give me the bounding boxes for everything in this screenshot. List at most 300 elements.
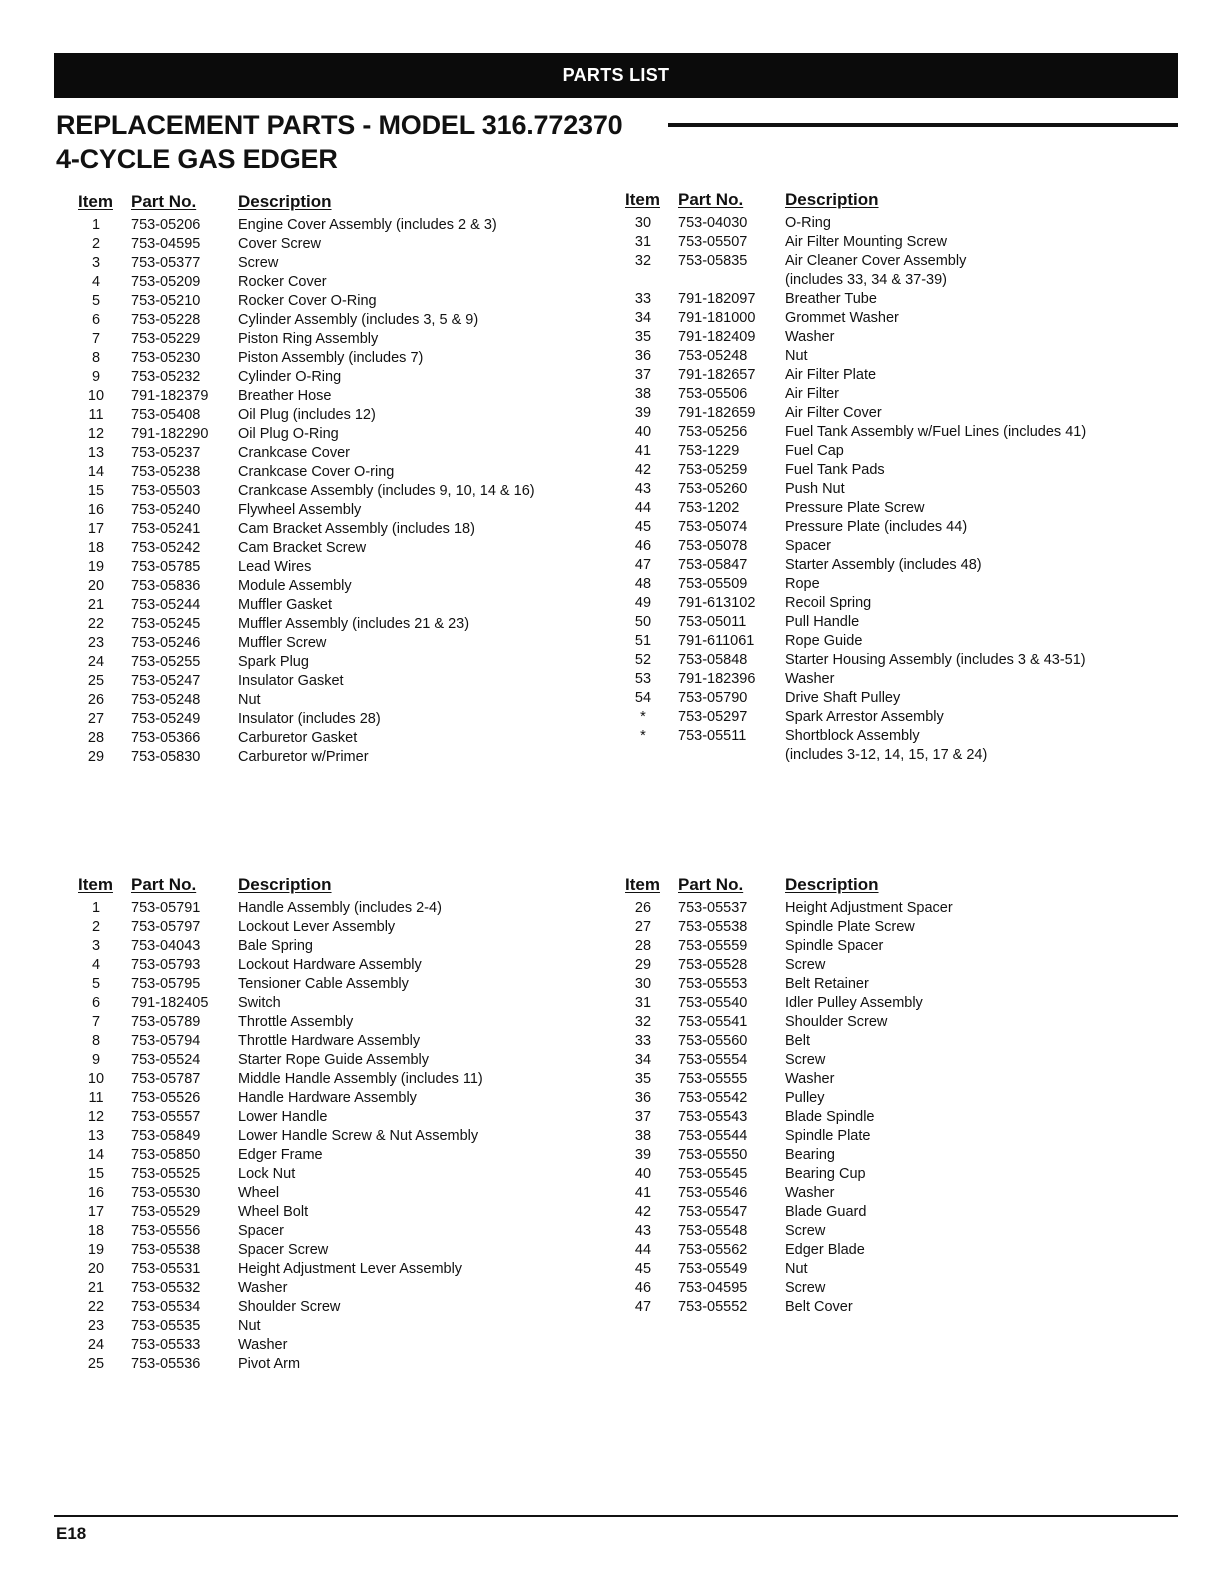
table-row — [74, 292, 594, 311]
table-row — [74, 539, 594, 558]
part-description: Air Filter Cover — [785, 405, 882, 421]
item-number: 32 — [634, 253, 652, 269]
item-number: 18 — [87, 1223, 105, 1239]
part-number: 753-05544 — [678, 1128, 748, 1144]
item-number: 38 — [634, 386, 652, 402]
section-banner: PARTS LIST — [54, 53, 1178, 98]
item-number: 26 — [634, 900, 652, 916]
part-number: 753-05078 — [678, 538, 748, 554]
table-row — [74, 615, 594, 634]
part-description: Idler Pulley Assembly — [785, 995, 923, 1011]
table-row — [74, 1241, 594, 1260]
part-description: Shoulder Screw — [785, 1014, 888, 1030]
table-row — [621, 1241, 1161, 1260]
part-description: Spacer — [785, 538, 831, 554]
part-number: 753-05246 — [131, 635, 201, 651]
part-number: 753-05787 — [131, 1071, 201, 1087]
part-number: 753-05550 — [678, 1147, 748, 1163]
item-number: 5 — [91, 976, 101, 992]
table-row — [74, 1108, 594, 1127]
part-description: Spacer — [238, 1223, 284, 1239]
item-number: 36 — [634, 1090, 652, 1106]
table-row — [74, 975, 594, 994]
part-description: Throttle Assembly — [238, 1014, 354, 1030]
item-number: 41 — [634, 443, 652, 459]
part-number: 753-05228 — [131, 312, 201, 328]
item-number: 36 — [634, 348, 652, 364]
item-number: 43 — [634, 1223, 652, 1239]
item-number: 5 — [91, 293, 101, 309]
part-description: Air Cleaner Cover Assembly — [785, 253, 967, 269]
part-number: 753-05074 — [678, 519, 748, 535]
part-description: Nut — [785, 348, 808, 364]
part-description: Breather Tube — [785, 291, 877, 307]
table-row — [74, 1184, 594, 1203]
part-number: 753-05562 — [678, 1242, 748, 1258]
item-number: 37 — [634, 367, 652, 383]
item-number: 51 — [634, 633, 652, 649]
table-row — [74, 1146, 594, 1165]
table-row — [621, 632, 1161, 651]
table-row — [74, 1203, 594, 1222]
part-description: Screw — [785, 1223, 826, 1239]
table-row — [621, 1298, 1161, 1317]
item-number: 45 — [634, 519, 652, 535]
table-row — [621, 708, 1161, 727]
part-description: Pulley — [785, 1090, 825, 1106]
part-description: Belt Cover — [785, 1299, 853, 1315]
item-number: 46 — [634, 538, 652, 554]
table-row — [621, 1089, 1161, 1108]
table-row — [74, 1279, 594, 1298]
item-number: 28 — [634, 938, 652, 954]
part-description: Flywheel Assembly — [238, 502, 362, 518]
item-number: 7 — [91, 1014, 101, 1030]
item-number: 37 — [634, 1109, 652, 1125]
part-number: 791-182659 — [678, 405, 756, 421]
header-description: Description — [238, 875, 332, 894]
part-number: 753-05555 — [678, 1071, 748, 1087]
part-number: 753-05849 — [131, 1128, 201, 1144]
table-row — [74, 254, 594, 273]
part-number: 753-05506 — [678, 386, 748, 402]
part-description: Bearing Cup — [785, 1166, 866, 1182]
part-description: Drive Shaft Pulley — [785, 690, 901, 706]
table-row — [621, 442, 1161, 461]
table-row — [74, 501, 594, 520]
part-number: 753-05830 — [131, 749, 201, 765]
part-number: 753-05232 — [131, 369, 201, 385]
table-row — [74, 558, 594, 577]
part-description: Fuel Tank Pads — [785, 462, 885, 478]
table-row — [621, 1222, 1161, 1241]
part-description: Crankcase Cover O-ring — [238, 464, 395, 480]
part-description: (includes 33, 34 & 37-39) — [785, 272, 948, 288]
part-number: 753-05557 — [131, 1109, 201, 1125]
header-description: Description — [238, 192, 332, 211]
item-number: 24 — [87, 654, 105, 670]
part-description: Blade Guard — [785, 1204, 867, 1220]
part-description: Rocker Cover — [238, 274, 327, 290]
table-row — [621, 1279, 1161, 1298]
item-number: 23 — [87, 635, 105, 651]
table-row — [621, 594, 1161, 613]
table-row — [74, 1165, 594, 1184]
part-number: 753-05528 — [678, 957, 748, 973]
part-description: Lower Handle — [238, 1109, 328, 1125]
part-description: Muffler Screw — [238, 635, 327, 651]
part-number: 753-05538 — [131, 1242, 201, 1258]
part-number: 753-05537 — [678, 900, 748, 916]
part-number: 753-05552 — [678, 1299, 748, 1315]
header-item: Item — [625, 875, 660, 894]
part-number: 753-05795 — [131, 976, 201, 992]
table-row — [74, 387, 594, 406]
table-row — [621, 1203, 1161, 1222]
table-row — [621, 1108, 1161, 1127]
part-number: 753-05835 — [678, 253, 748, 269]
part-description: Push Nut — [785, 481, 845, 497]
part-number: 753-1229 — [678, 443, 740, 459]
part-description: Cam Bracket Assembly (includes 18) — [238, 521, 475, 537]
part-description: Carburetor w/Primer — [238, 749, 369, 765]
part-description: Starter Housing Assembly (includes 3 & 43-51) — [785, 652, 1086, 668]
table-row — [621, 1127, 1161, 1146]
part-description: Lockout Hardware Assembly — [238, 957, 422, 973]
table-row — [74, 596, 594, 615]
part-number: 753-05408 — [131, 407, 201, 423]
part-description: Fuel Cap — [785, 443, 844, 459]
table-row — [74, 710, 594, 729]
table-row — [74, 311, 594, 330]
page-subtitle: 4-CYCLE GAS EDGER — [56, 144, 338, 174]
part-number: 753-05559 — [678, 938, 748, 954]
part-number: 753-05534 — [131, 1299, 201, 1315]
part-description: Lockout Lever Assembly — [238, 919, 396, 935]
table-row — [74, 899, 594, 918]
item-number: 4 — [91, 957, 101, 973]
part-description: Nut — [785, 1261, 808, 1277]
part-description: Wheel — [238, 1185, 280, 1201]
item-number: 10 — [87, 388, 105, 404]
part-description: Washer — [785, 1071, 835, 1087]
item-number: 42 — [634, 1204, 652, 1220]
part-description: Shoulder Screw — [238, 1299, 341, 1315]
part-description: Recoil Spring — [785, 595, 872, 611]
part-description: O-Ring — [785, 215, 831, 231]
item-number: 3 — [91, 938, 101, 954]
item-number: 35 — [634, 329, 652, 345]
item-number: 33 — [634, 1033, 652, 1049]
item-number: 42 — [634, 462, 652, 478]
table-row — [621, 1146, 1161, 1165]
part-number: 753-05237 — [131, 445, 201, 461]
part-number: 791-182097 — [678, 291, 756, 307]
part-description: Screw — [785, 1280, 826, 1296]
item-number: 40 — [634, 424, 652, 440]
part-number: 753-04043 — [131, 938, 201, 954]
item-number: 15 — [87, 483, 105, 499]
item-number: 32 — [634, 1014, 652, 1030]
table-row — [621, 366, 1161, 385]
part-description: Insulator Gasket — [238, 673, 344, 689]
part-description: Pressure Plate (includes 44) — [785, 519, 968, 535]
part-description: Rope — [785, 576, 820, 592]
page-title: REPLACEMENT PARTS - MODEL 316.772370 — [56, 110, 623, 140]
item-number: 19 — [87, 559, 105, 575]
part-description: Washer — [785, 1185, 835, 1201]
part-description: Crankcase Cover — [238, 445, 351, 461]
part-number: 753-05548 — [678, 1223, 748, 1239]
part-number: 753-05793 — [131, 957, 201, 973]
part-description: Air Filter Plate — [785, 367, 877, 383]
item-number: 25 — [87, 1356, 105, 1372]
part-number: 753-05556 — [131, 1223, 201, 1239]
table-row — [74, 1355, 594, 1374]
part-description: Edger Frame — [238, 1147, 323, 1163]
part-number: 753-04595 — [678, 1280, 748, 1296]
table-row — [621, 385, 1161, 404]
part-description: Cam Bracket Screw — [238, 540, 367, 556]
part-description: Pivot Arm — [238, 1356, 301, 1372]
part-number: 753-05526 — [131, 1090, 201, 1106]
item-number: 3 — [91, 255, 101, 271]
table-row — [621, 404, 1161, 423]
item-number: 22 — [87, 1299, 105, 1315]
item-number: 17 — [87, 1204, 105, 1220]
part-description: Spark Plug — [238, 654, 309, 670]
part-number: 753-05511 — [678, 728, 747, 744]
table-row — [621, 651, 1161, 670]
part-number: 753-05547 — [678, 1204, 748, 1220]
table-row — [74, 994, 594, 1013]
table-row — [621, 575, 1161, 594]
part-description: Starter Rope Guide Assembly — [238, 1052, 430, 1068]
part-number: 753-05248 — [131, 692, 201, 708]
item-number: 8 — [91, 1033, 101, 1049]
table-row — [621, 937, 1161, 956]
part-number: 791-182657 — [678, 367, 756, 383]
part-description: Air Filter Mounting Screw — [785, 234, 947, 250]
item-number: 31 — [634, 995, 652, 1011]
part-number: 753-04030 — [678, 215, 748, 231]
part-description: Tensioner Cable Assembly — [238, 976, 409, 992]
part-description: Oil Plug (includes 12) — [238, 407, 376, 423]
item-number: 31 — [634, 234, 652, 250]
part-number: 753-05785 — [131, 559, 201, 575]
header-part-no: Part No. — [678, 190, 744, 209]
table-row — [74, 1127, 594, 1146]
table-row — [621, 423, 1161, 442]
part-number: 753-05797 — [131, 919, 201, 935]
part-description: Switch — [238, 995, 281, 1011]
part-description: Muffler Assembly (includes 21 & 23) — [238, 616, 470, 632]
part-description: Cover Screw — [238, 236, 321, 252]
part-description: Screw — [785, 957, 826, 973]
part-description: Nut — [238, 1318, 261, 1334]
item-number: 34 — [634, 310, 652, 326]
table-row — [74, 216, 594, 235]
item-number: 35 — [634, 1071, 652, 1087]
part-number: 753-05549 — [678, 1261, 748, 1277]
header-part-no: Part No. — [131, 875, 197, 894]
item-number: 27 — [87, 711, 105, 727]
table-header — [621, 190, 1161, 214]
item-number: 47 — [634, 557, 652, 573]
item-number: 9 — [91, 369, 101, 385]
table-row — [74, 273, 594, 292]
table-row — [74, 330, 594, 349]
footer-rule — [54, 1515, 1178, 1517]
table-header — [621, 875, 1161, 899]
header-part-no: Part No. — [678, 875, 744, 894]
item-number: 54 — [634, 690, 652, 706]
item-number: 29 — [634, 957, 652, 973]
item-number: 6 — [91, 312, 101, 328]
part-number: 753-05529 — [131, 1204, 201, 1220]
table-row — [74, 672, 594, 691]
part-number: 753-05297 — [678, 709, 748, 725]
table-row — [74, 444, 594, 463]
item-number: 41 — [634, 1185, 652, 1201]
part-description: Crankcase Assembly (includes 9, 10, 14 & 16) — [238, 483, 535, 499]
item-number: 26 — [87, 692, 105, 708]
part-description: Belt — [785, 1033, 810, 1049]
item-number: 50 — [634, 614, 652, 630]
part-number: 753-05533 — [131, 1337, 201, 1353]
item-number: 40 — [634, 1166, 652, 1182]
item-number: 6 — [91, 995, 101, 1011]
table-row — [621, 290, 1161, 309]
part-description: Throttle Hardware Assembly — [238, 1033, 421, 1049]
part-number: 791-182405 — [131, 995, 209, 1011]
part-description: Breather Hose — [238, 388, 332, 404]
item-number: 18 — [87, 540, 105, 556]
part-description: Washer — [785, 671, 835, 687]
table-row — [621, 689, 1161, 708]
part-number: 753-05538 — [678, 919, 748, 935]
part-number: 753-05847 — [678, 557, 748, 573]
part-description: Screw — [785, 1052, 826, 1068]
part-number: 753-05535 — [131, 1318, 201, 1334]
table-row — [621, 518, 1161, 537]
part-number: 753-05553 — [678, 976, 748, 992]
part-number: 753-05507 — [678, 234, 748, 250]
item-number: 45 — [634, 1261, 652, 1277]
part-number: 753-04595 — [131, 236, 201, 252]
table-row — [74, 349, 594, 368]
part-description: Spark Arrestor Assembly — [785, 709, 944, 725]
item-number: 30 — [634, 215, 652, 231]
page-number: E18 — [56, 1524, 87, 1543]
part-number: 753-05524 — [131, 1052, 201, 1068]
table-row — [74, 1336, 594, 1355]
part-description: Spindle Spacer — [785, 938, 884, 954]
table-row — [621, 1013, 1161, 1032]
item-number: 39 — [634, 405, 652, 421]
part-description: Oil Plug O-Ring — [238, 426, 339, 442]
table-header — [74, 192, 594, 216]
part-description: Air Filter — [785, 386, 839, 402]
part-description: Spacer Screw — [238, 1242, 329, 1258]
item-number: 20 — [87, 1261, 105, 1277]
part-description: Spindle Plate Screw — [785, 919, 915, 935]
part-number: 753-05509 — [678, 576, 748, 592]
part-number: 753-05242 — [131, 540, 201, 556]
item-number: 33 — [634, 291, 652, 307]
table-row — [74, 463, 594, 482]
item-number: 17 — [87, 521, 105, 537]
item-number: 43 — [634, 481, 652, 497]
part-description: Pressure Plate Screw — [785, 500, 925, 516]
part-description: Lead Wires — [238, 559, 312, 575]
part-number: 791-182379 — [131, 388, 209, 404]
table-row — [621, 480, 1161, 499]
table-row — [621, 537, 1161, 556]
table-row — [74, 520, 594, 539]
table-row — [74, 653, 594, 672]
part-number: 753-05248 — [678, 348, 748, 364]
part-description: Engine Cover Assembly (includes 2 & 3) — [238, 217, 497, 233]
table-row — [621, 975, 1161, 994]
table-row — [621, 1032, 1161, 1051]
part-description: Pull Handle — [785, 614, 860, 630]
part-description: Muffler Gasket — [238, 597, 333, 613]
item-number: 13 — [87, 1128, 105, 1144]
item-number: 24 — [87, 1337, 105, 1353]
part-number: 753-05542 — [678, 1090, 748, 1106]
item-number: 49 — [634, 595, 652, 611]
part-number: 753-05259 — [678, 462, 748, 478]
part-description: Screw — [238, 255, 279, 271]
item-number: 9 — [91, 1052, 101, 1068]
part-number: 791-182409 — [678, 329, 756, 345]
part-number: 791-182396 — [678, 671, 756, 687]
part-description: Bale Spring — [238, 938, 313, 954]
part-number: 791-611061 — [678, 633, 755, 649]
table-row — [74, 1051, 594, 1070]
table-row — [74, 956, 594, 975]
table-row — [74, 1298, 594, 1317]
part-description: Starter Assembly (includes 48) — [785, 557, 982, 573]
header-item: Item — [78, 192, 113, 211]
table-row — [621, 252, 1161, 271]
part-description: Spindle Plate — [785, 1128, 871, 1144]
item-number: 19 — [87, 1242, 105, 1258]
part-description: Nut — [238, 692, 261, 708]
item-number: 15 — [87, 1166, 105, 1182]
part-description: Module Assembly — [238, 578, 352, 594]
table-row — [621, 746, 1161, 765]
item-number: 48 — [634, 576, 652, 592]
part-number: 753-05554 — [678, 1052, 748, 1068]
part-number: 753-05530 — [131, 1185, 201, 1201]
part-number: 753-05209 — [131, 274, 201, 290]
part-description: Lower Handle Screw & Nut Assembly — [238, 1128, 479, 1144]
part-number: 753-05247 — [131, 673, 201, 689]
part-number: 753-05245 — [131, 616, 201, 632]
part-number: 753-05241 — [131, 521, 201, 537]
table-row — [621, 309, 1161, 328]
part-description: Insulator (includes 28) — [238, 711, 381, 727]
item-number: 44 — [634, 500, 652, 516]
table-row — [621, 1051, 1161, 1070]
part-description: (includes 3-12, 14, 15, 17 & 24) — [785, 747, 988, 763]
header-item: Item — [78, 875, 113, 894]
item-number: 14 — [87, 464, 105, 480]
part-number: 753-05230 — [131, 350, 201, 366]
item-number: 2 — [91, 919, 101, 935]
